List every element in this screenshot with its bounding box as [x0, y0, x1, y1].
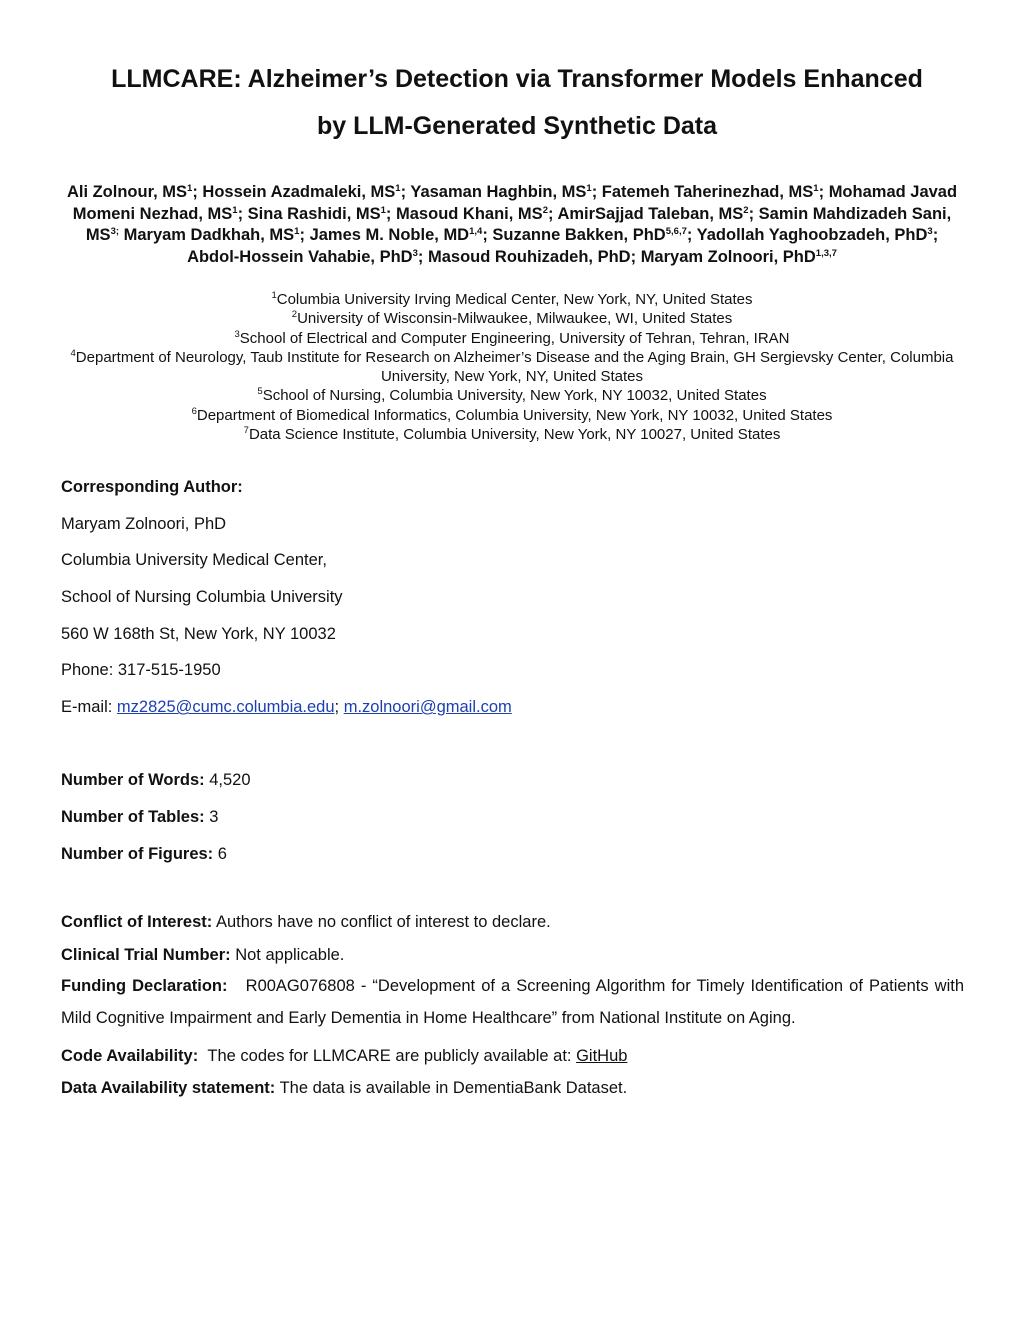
affiliation-number: 4: [70, 347, 76, 359]
code-label: Code Availability:: [61, 1047, 199, 1065]
affiliation-number: 7: [243, 425, 249, 437]
table-count: [61, 807, 964, 844]
author-affiliation-marker: 1: [395, 183, 401, 194]
author-affiliation-marker: 2: [743, 204, 749, 216]
author-affiliation-marker: 5,6,7: [665, 226, 687, 237]
conflict-statement: [61, 912, 964, 932]
affiliation-item: [60, 348, 964, 387]
author-affiliation-marker: 3: [927, 226, 933, 237]
manuscript-counts: [61, 770, 964, 881]
corresponding-phone: Phone: 317-515-1950: [61, 661, 221, 680]
corresponding-address: 560 W 168th St, New York, NY 10032: [61, 624, 336, 643]
email-link-gmail[interactable]: m.zolnoori@gmail.com: [343, 698, 512, 717]
paper-title-line-1: LLMCARE: Alzheimer’s Detection via Transformer Models Enhanced: [111, 65, 923, 93]
author-name: Yadollah Yaghoobzadeh, PhD: [696, 226, 928, 244]
affiliation-text: School of Electrical and Computer Engineering, University of Tehran, Tehran, IRAN: [239, 329, 790, 347]
author-affiliation-marker: 1: [586, 183, 592, 194]
author-affiliation-marker: 2: [542, 204, 548, 216]
funding-label: Funding Declaration:: [61, 977, 228, 995]
corresponding-org-1: Columbia University Medical Center,: [61, 551, 327, 570]
word-count-label: Number of Words:: [61, 771, 205, 789]
author-separator: ;: [547, 204, 558, 223]
author-separator: ;: [192, 183, 203, 201]
affiliation-text: School of Nursing, Columbia University, New York, NY 10032, United States: [262, 387, 767, 405]
code-availability-statement: [61, 1046, 964, 1066]
author-name: Maryam Zolnoori, PhD: [640, 247, 816, 266]
paper-title: [60, 56, 974, 150]
author-separator: ;: [630, 247, 641, 266]
author-separator: ;: [748, 204, 759, 223]
author-separator: ;: [686, 226, 697, 244]
declarations-block: [61, 912, 964, 1098]
affiliation-number: 5: [257, 386, 263, 398]
conflict-text: Authors have no conflict of interest to declare.: [215, 913, 551, 931]
affiliation-item: [60, 309, 964, 328]
conflict-label: Conflict of Interest:: [61, 913, 213, 931]
funding-statement: [61, 971, 964, 1034]
author-separator: ;: [818, 183, 829, 201]
author-affiliation-marker: 1: [232, 204, 238, 216]
author-affiliation-marker: 1,3,7: [815, 247, 837, 259]
paper-title-line-2: by LLM-Generated Synthetic Data: [316, 112, 718, 140]
affiliation-text: Department of Neurology, Taub Institute for Research on Alzheimer’s Disease and the Aging Brain, GH Sergievsky Center, Columbia University, New York, NY, United States: [75, 348, 954, 386]
affiliation-list: [60, 290, 964, 444]
affiliation-text: Columbia University Irving Medical Center, New York, NY, United States: [276, 291, 753, 308]
author-list: [66, 182, 958, 268]
corresponding-email-line: [61, 697, 964, 734]
data-availability-text: The data is available in DementiaBank Dataset.: [279, 1079, 628, 1097]
affiliation-number: 2: [291, 309, 298, 321]
author-separator: ;: [482, 226, 493, 244]
author-affiliation-marker: 1,4: [469, 226, 483, 237]
clinical-trial-label: Clinical Trial Number:: [61, 946, 231, 964]
affiliation-item: [60, 386, 964, 405]
author-separator: ;: [591, 183, 602, 201]
affiliation-number: 3: [234, 328, 240, 340]
data-availability-statement: [61, 1078, 964, 1098]
author-affiliation-marker: 1: [813, 183, 819, 194]
author-name: Maryam Dadkhah, MS: [123, 226, 295, 244]
funding-text: R00AG076808 - “Development of a Screening Algorithm for Timely Identification of Patients with Mild Cognitive Impairment and Early Dementia in Home Healthcare” from National Institute on Aging.: [61, 977, 964, 1027]
author-separator: ;: [932, 226, 939, 244]
author-affiliation-marker: 1: [380, 204, 386, 216]
author-name: Masoud Rouhizadeh, PhD: [428, 247, 631, 266]
author-name: Yasaman Haghbin, MS: [410, 183, 587, 201]
author-affiliation-marker: 1: [294, 226, 300, 237]
author-separator: ;: [417, 247, 428, 266]
figure-count-value: 6: [217, 845, 227, 863]
corresponding-heading: Corresponding Author:: [61, 478, 243, 496]
clinical-trial-statement: [61, 945, 964, 965]
email-separator: ;: [334, 698, 344, 717]
affiliation-number: 6: [191, 405, 197, 417]
corresponding-author-block: [61, 477, 964, 734]
author-separator: ;: [237, 204, 248, 223]
affiliation-text: Department of Biomedical Informatics, Columbia University, New York, NY 10032, United States: [196, 406, 833, 424]
email-link-cumc[interactable]: mz2825@cumc.columbia.edu: [116, 698, 335, 717]
affiliation-item: [60, 406, 964, 425]
author-name: Ali Zolnour, MS: [66, 183, 188, 201]
affiliation-text: Data Science Institute, Columbia University, New York, NY 10027, United States: [248, 426, 781, 444]
author-name: Suzanne Bakken, PhD: [492, 226, 666, 244]
github-link[interactable]: GitHub: [576, 1047, 628, 1065]
table-count-value: 3: [209, 808, 219, 826]
author-name: Hossein Azadmaleki, MS: [202, 183, 396, 201]
author-separator: ;: [385, 204, 397, 223]
word-count-value: 4,520: [209, 771, 251, 789]
author-separator: ;: [299, 226, 310, 244]
author-name: Sina Rashidi, MS: [247, 204, 381, 223]
table-count-label: Number of Tables:: [61, 808, 205, 826]
email-label: E-mail:: [61, 698, 117, 717]
author-name: Fatemeh Taherinezhad, MS: [601, 183, 814, 201]
author-affiliation-marker: 3: [412, 247, 418, 259]
affiliation-item: [60, 425, 964, 444]
code-text: The codes for LLMCARE are publicly available at:: [207, 1047, 577, 1065]
affiliation-item: [60, 329, 964, 348]
author-affiliation-marker: 1: [187, 183, 193, 194]
author-name: Mohamad Javad Momeni Nezhad, MS: [72, 183, 958, 223]
figure-count-label: Number of Figures:: [61, 845, 214, 863]
corresponding-org-2: School of Nursing Columbia University: [61, 588, 343, 607]
author-name: Masoud Khani, MS: [396, 204, 543, 223]
author-name: AmirSajjad Taleban, MS: [557, 204, 744, 223]
corresponding-name: Maryam Zolnoori, PhD: [61, 514, 227, 533]
word-count: [61, 770, 964, 807]
author-affiliation-marker: 3;: [110, 226, 120, 237]
author-name: Abdol-Hossein Vahabie, PhD: [187, 247, 413, 266]
author-name: Samin Mahdizadeh Sani, MS: [85, 204, 952, 244]
author-name: James M. Noble, MD: [309, 226, 470, 244]
clinical-trial-text: Not applicable.: [235, 946, 345, 964]
data-availability-label: Data Availability statement:: [61, 1079, 276, 1097]
affiliation-number: 1: [271, 290, 277, 301]
author-separator: ;: [400, 183, 411, 201]
affiliation-item: [60, 290, 964, 309]
figure-count: [61, 844, 964, 881]
affiliation-text: University of Wisconsin-Milwaukee, Milwaukee, WI, United States: [297, 310, 733, 328]
